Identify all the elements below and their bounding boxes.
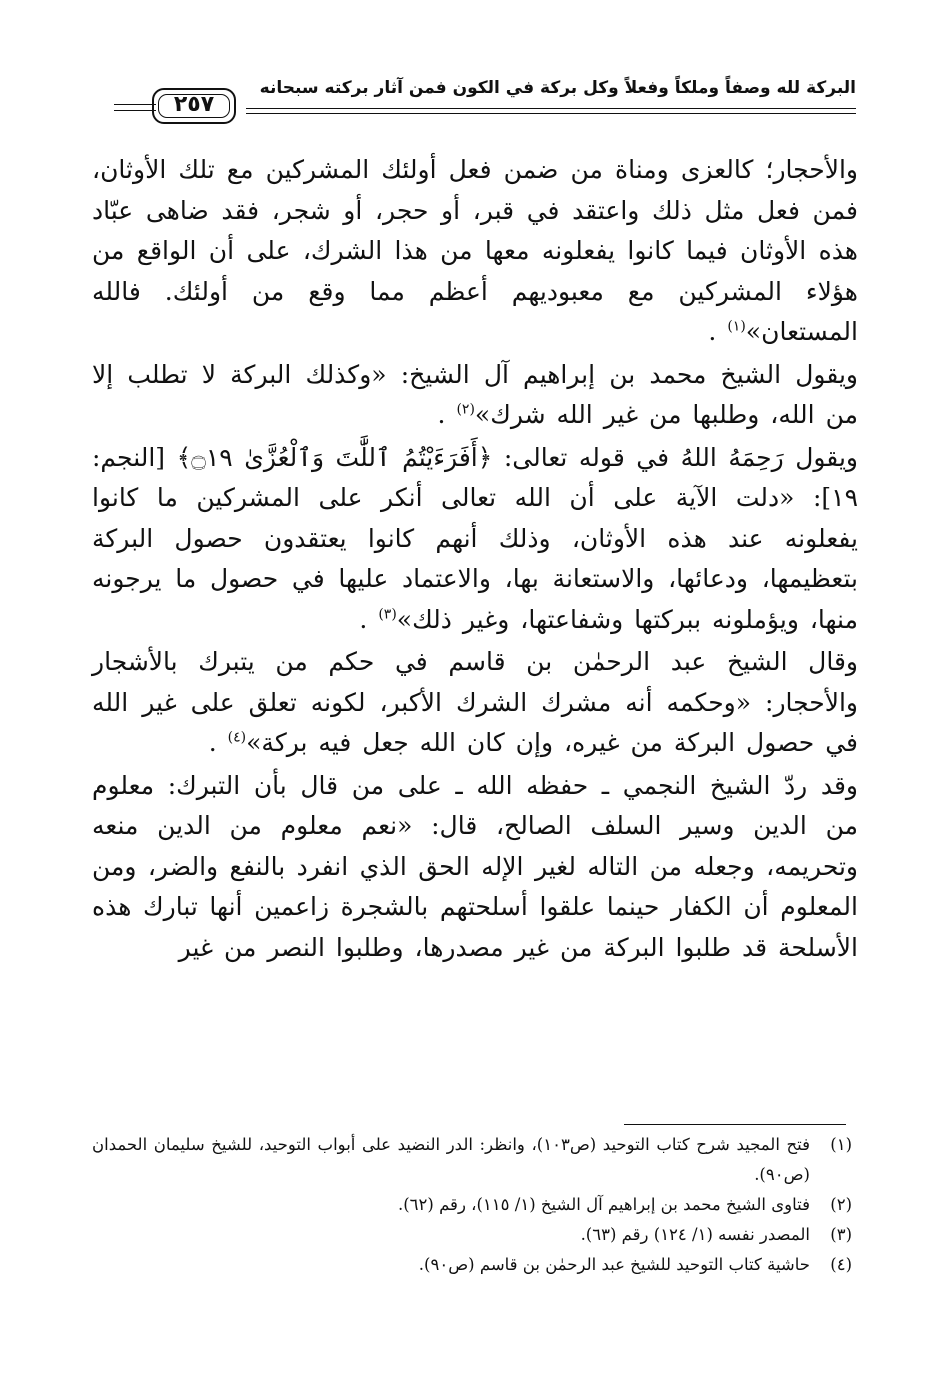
footnote-4 [92, 1250, 852, 1280]
footnote-3 [92, 1220, 852, 1250]
footnote-1 [92, 1130, 852, 1190]
footnotes [92, 1130, 852, 1280]
paragraph-2-text: ويقول الشيخ محمد بن إبراهيم آل الشيخ: «وكذلك البركة لا تطلب إلا من الله، وطلبها من غير الله شرك» [92, 359, 858, 429]
footnote-ref-1: (١) [727, 318, 746, 335]
paragraph-1-text: والأحجار؛ كالعزى ومناة من ضمن فعل أولئك المشركين مع تلك الأوثان، فمن فعل مثل ذلك واعتقد في قبر، أو حجر، أو شجر، فقد ضاهى عبّاد هذه الأوثان فيما كانوا يفعلونه معها من هذا الشرك، على أن الواقع من هؤلاء المشركين مع معبوديهم أعظم مما وقع من أولئك. فالله المستعان» [92, 155, 858, 346]
footnote-3-text: المصدر نفسه (١/ ١٢٤) رقم (٦٣). [580, 1225, 810, 1244]
footnote-ref-4: (٤) [227, 729, 247, 746]
footnote-1-text: فتح المجيد شرح كتاب التوحيد (ص١٠٣)، وانظر: الدر النضيد على أبواب التوحيد، للشيخ سليمان الحمدان (ص٩٠). [92, 1135, 811, 1184]
header-rule-top [246, 108, 856, 109]
footnote-ref-3: (٣) [378, 606, 397, 623]
footnote-4-text: حاشية كتاب التوحيد للشيخ عبد الرحمٰن بن قاسم (ص٩٠). [418, 1255, 810, 1274]
running-title: البركة لله وصفاً وملكاً وفعلاً وكل بركة في الكون فمن آثار بركته سبحانه [259, 78, 856, 98]
page-number: ٢٥٧ [173, 92, 215, 117]
footnote-2 [92, 1190, 852, 1220]
footnote-1-number: (١) [830, 1135, 852, 1154]
footnote-ref-2: (٢) [456, 401, 475, 418]
main-text [92, 150, 858, 970]
paragraph-4: وقال الشيخ عبد الرحمٰن بن قاسم في حكم من يتبرك بالأشجار والأحجار: «وحكمه أنه مشرك الشرك الأكبر، لكونه تعلق على غير الله في حصول البركة من غيره، وإن كان الله جعل فيه بركة»$^{(٤)}$ . [92, 647, 858, 757]
header-left-rule-bottom [114, 110, 156, 111]
quran-verse: ﴿أَفَرَءَيْتُمُ ٱللَّٰتَ وَٱلْعُزَّىٰ ۝١٩﴾ [176, 442, 493, 472]
footnote-4-number: (٤) [830, 1255, 852, 1274]
footnote-2-text: فتاوى الشيخ محمد بن إبراهيم آل الشيخ (١/ ١١٥)، رقم (٦٢). [397, 1195, 810, 1214]
page-number-frame [152, 88, 236, 124]
header-rule-bottom [246, 113, 856, 114]
paragraph-5-text: وقد ردّ الشيخ النجمي ـ حفظه الله ـ على من قال بأن التبرك: معلوم من الدين وسير السلف الصالح، قال: «نعم معلوم من الدين منعه وتحريمه، وجعله من التاله لغير الإله الحق الذي انفرد بالنفع والضر، ومن المعلوم أن الكفار حينما علقوا أسلحتهم بالشجرة زاعمين أنها تبارك هذه الأسلحة قد طلبوا البركة من غير مصدرها، وطلبوا النصر من غير [92, 770, 858, 962]
paragraph-3: ويقول رَحِمَهُ اللهُ في قوله تعالى: ﴿أَفَرَءَيْتُمُ ٱللَّٰتَ وَٱلْعُزَّىٰ ۝١٩﴾ [النجم: ١٩]: «دلت الآية على أن الله تعالى أنكر على المشركين ما كانوا يفعلونه عند هذه الأوثان، وذلك أنهم كانوا يعتقدون حصول البركة بتعظيمها، ودعائها، والاستعانة بها، والاعتماد عليها في حصول ما يرجونه منها، ويؤملونه ببركتها وشفاعتها، وغير ذلك»$^{(٣)}$ . [92, 442, 858, 634]
footnote-2-number: (٢) [830, 1195, 852, 1214]
paragraph-3-rest: [النجم: ١٩]: «دلت الآية على أن الله تعالى أنكر على المشركين ما كانوا يفعلونه عند هذه الأوثان، وذلك أنهم كانوا يعتقدون حصول البركة بتعظيمها، ودعائها، والاستعانة بها، والاعتماد عليها في حصول ما يرجونه منها، ويؤملونه ببركتها وشفاعتها، وغير ذلك» [92, 442, 858, 634]
header-left-rule-top [114, 104, 156, 105]
paragraph-3-start: ويقول رَحِمَهُ اللهُ في قوله تعالى: [492, 442, 858, 472]
paragraph-5 [92, 766, 858, 969]
page-header [98, 72, 856, 132]
footnote-3-number: (٣) [830, 1225, 852, 1244]
paragraph-4-text: وقال الشيخ عبد الرحمٰن بن قاسم في حكم من يتبرك بالأشجار والأحجار: «وحكمه أنه مشرك الشرك الأكبر، لكونه تعلق على غير الله في حصول البركة من غيره، وإن كان الله جعل فيه بركة» [92, 647, 858, 757]
footnote-separator [624, 1124, 846, 1125]
paragraph-1: والأحجار؛ كالعزى ومناة من ضمن فعل أولئك المشركين مع تلك الأوثان، فمن فعل مثل ذلك واعتقد في قبر، أو حجر، أو شجر، فقد ضاهى عبّاد هذه الأوثان فيما كانوا يفعلونه معها من هذا الشرك، على أن الواقع من هؤلاء المشركين مع معبوديهم أعظم مما وقع من أولئك. فالله المستعان»$^{(١)}$ . [92, 155, 858, 346]
paragraph-2: ويقول الشيخ محمد بن إبراهيم آل الشيخ: «وكذلك البركة لا تطلب إلا من الله، وطلبها من غير الله شرك»$^{(٢)}$ . [92, 359, 858, 429]
